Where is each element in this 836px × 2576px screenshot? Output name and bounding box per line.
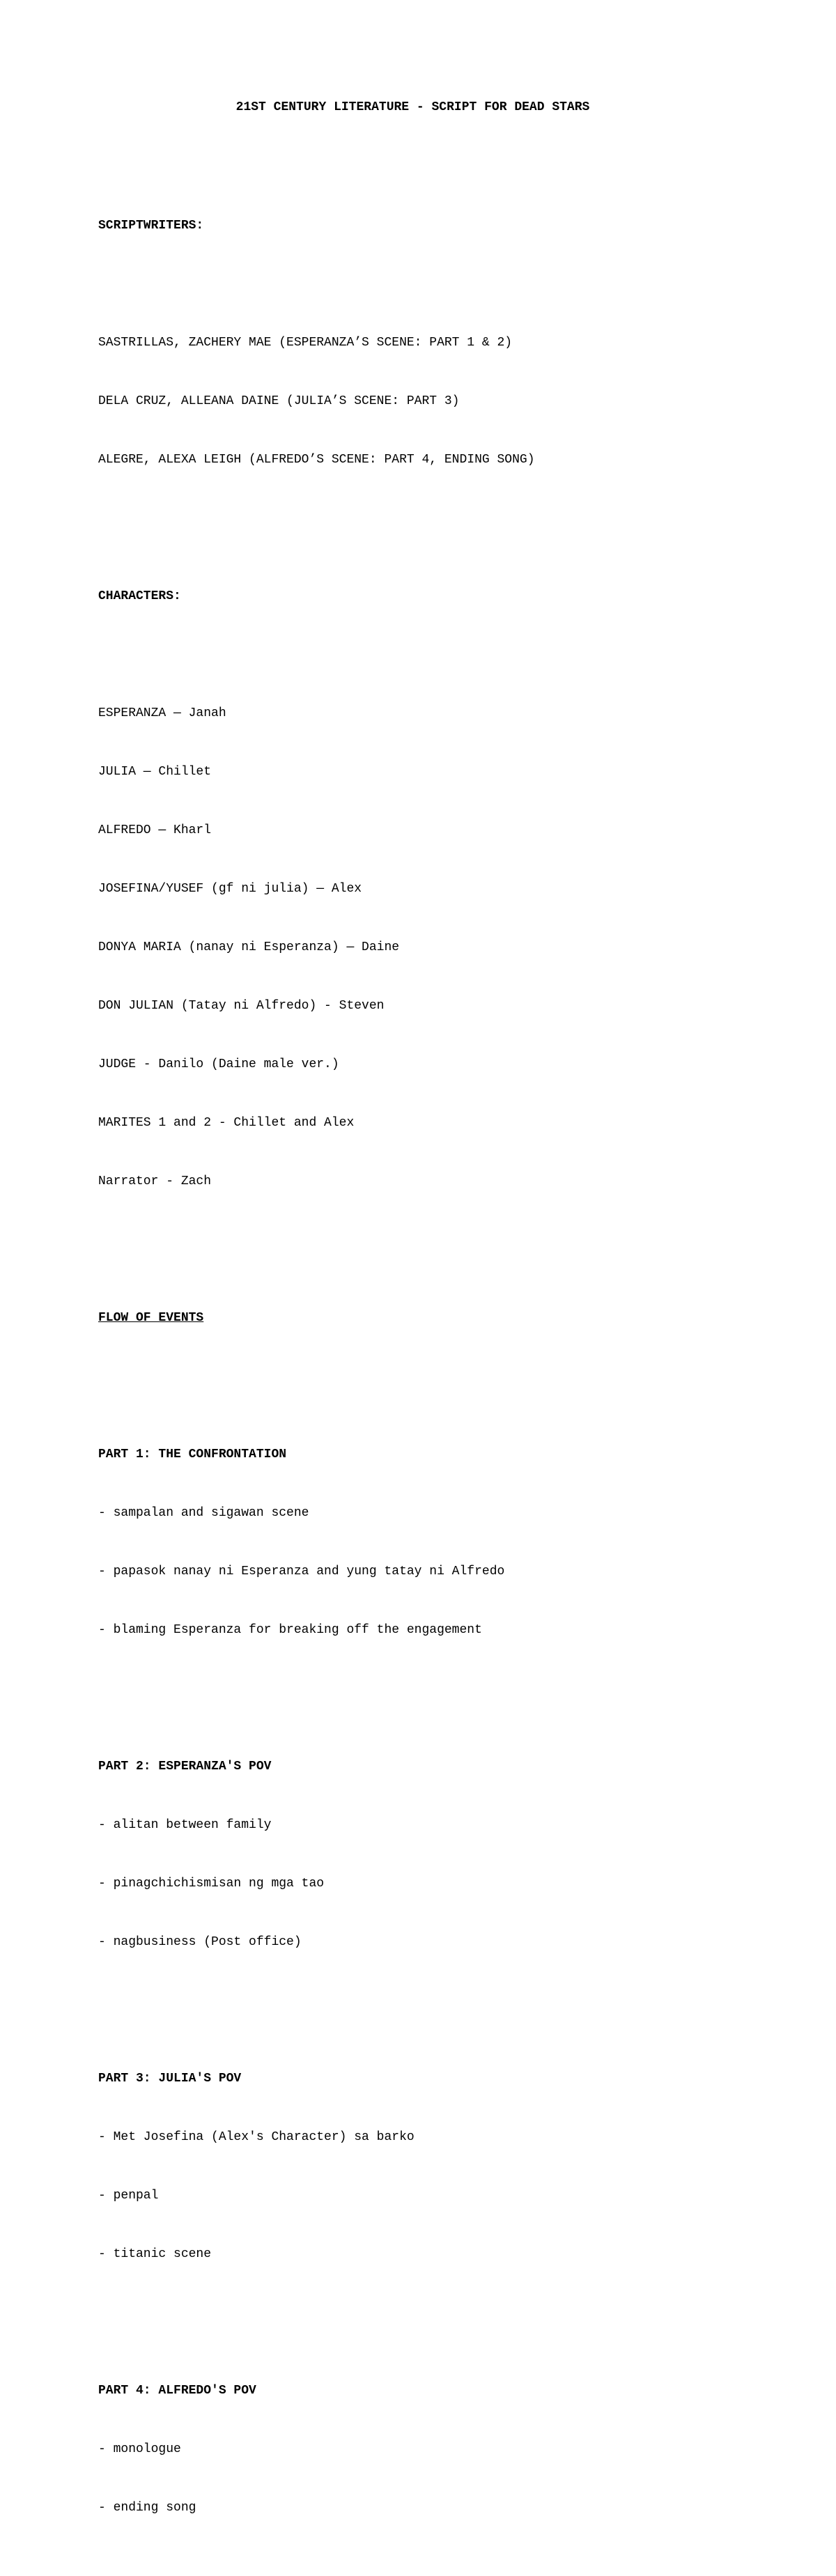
character-item: ALFREDO — Kharl xyxy=(98,823,212,837)
document-body xyxy=(98,157,795,2576)
character-item: DONYA MARIA (nanay ni Esperanza) — Daine xyxy=(98,940,400,954)
part-item: - penpal xyxy=(98,2189,159,2203)
scriptwriters-heading: SCRIPTWRITERS: xyxy=(98,219,204,233)
part-heading: PART 1: THE CONFRONTATION xyxy=(98,1448,287,1461)
part-item: - titanic scene xyxy=(98,2247,212,2261)
part-item: - papasok nanay ni Esperanza and yung tatay ni Alfredo xyxy=(98,1565,505,1578)
character-item: ESPERANZA — Janah xyxy=(98,706,226,720)
part-heading: PART 3: JULIA'S POV xyxy=(98,2072,242,2086)
character-item: DON JULIAN (Tatay ni Alfredo) - Steven xyxy=(98,999,385,1013)
part-item: - monologue xyxy=(98,2442,181,2456)
part-item: - pinagchichismisan ng mga tao xyxy=(98,1877,325,1891)
part-item: - Met Josefina (Alex's Character) sa barko xyxy=(98,2130,415,2144)
part-item: - sampalan and sigawan scene xyxy=(98,1506,309,1520)
character-item: JULIA — Chillet xyxy=(98,765,212,779)
scriptwriter-item: DELA CRUZ, ALLEANA DAINE (JULIA’S SCENE: PART 3) xyxy=(98,394,460,408)
character-item: Narrator - Zach xyxy=(98,1174,212,1188)
character-item: JOSEFINA/YUSEF (gf ni julia) — Alex xyxy=(98,882,362,896)
scriptwriter-item: SASTRILLAS, ZACHERY MAE (ESPERANZA’S SCENE: PART 1 & 2) xyxy=(98,336,513,350)
flow-of-events-heading: FLOW OF EVENTS xyxy=(98,1311,204,1325)
document-title: 21ST CENTURY LITERATURE - SCRIPT FOR DEAD STARS xyxy=(235,100,590,114)
character-item: MARITES 1 and 2 - Chillet and Alex xyxy=(98,1116,355,1130)
part-heading: PART 2: ESPERANZA'S POV xyxy=(98,1760,272,1774)
part-item: - blaming Esperanza for breaking off the engagement xyxy=(98,1623,482,1637)
characters-heading: CHARACTERS: xyxy=(98,589,181,603)
part-item: - ending song xyxy=(98,2501,196,2515)
part-item: - alitan between family xyxy=(98,1818,272,1832)
scriptwriter-item: ALEGRE, ALEXA LEIGH (ALFREDO’S SCENE: PART 4, ENDING SONG) xyxy=(98,453,535,467)
part-heading: PART 4: ALFREDO'S POV xyxy=(98,2384,256,2398)
part-item: - nagbusiness (Post office) xyxy=(98,1935,302,1949)
character-item: JUDGE - Danilo (Daine male ver.) xyxy=(98,1057,339,1071)
